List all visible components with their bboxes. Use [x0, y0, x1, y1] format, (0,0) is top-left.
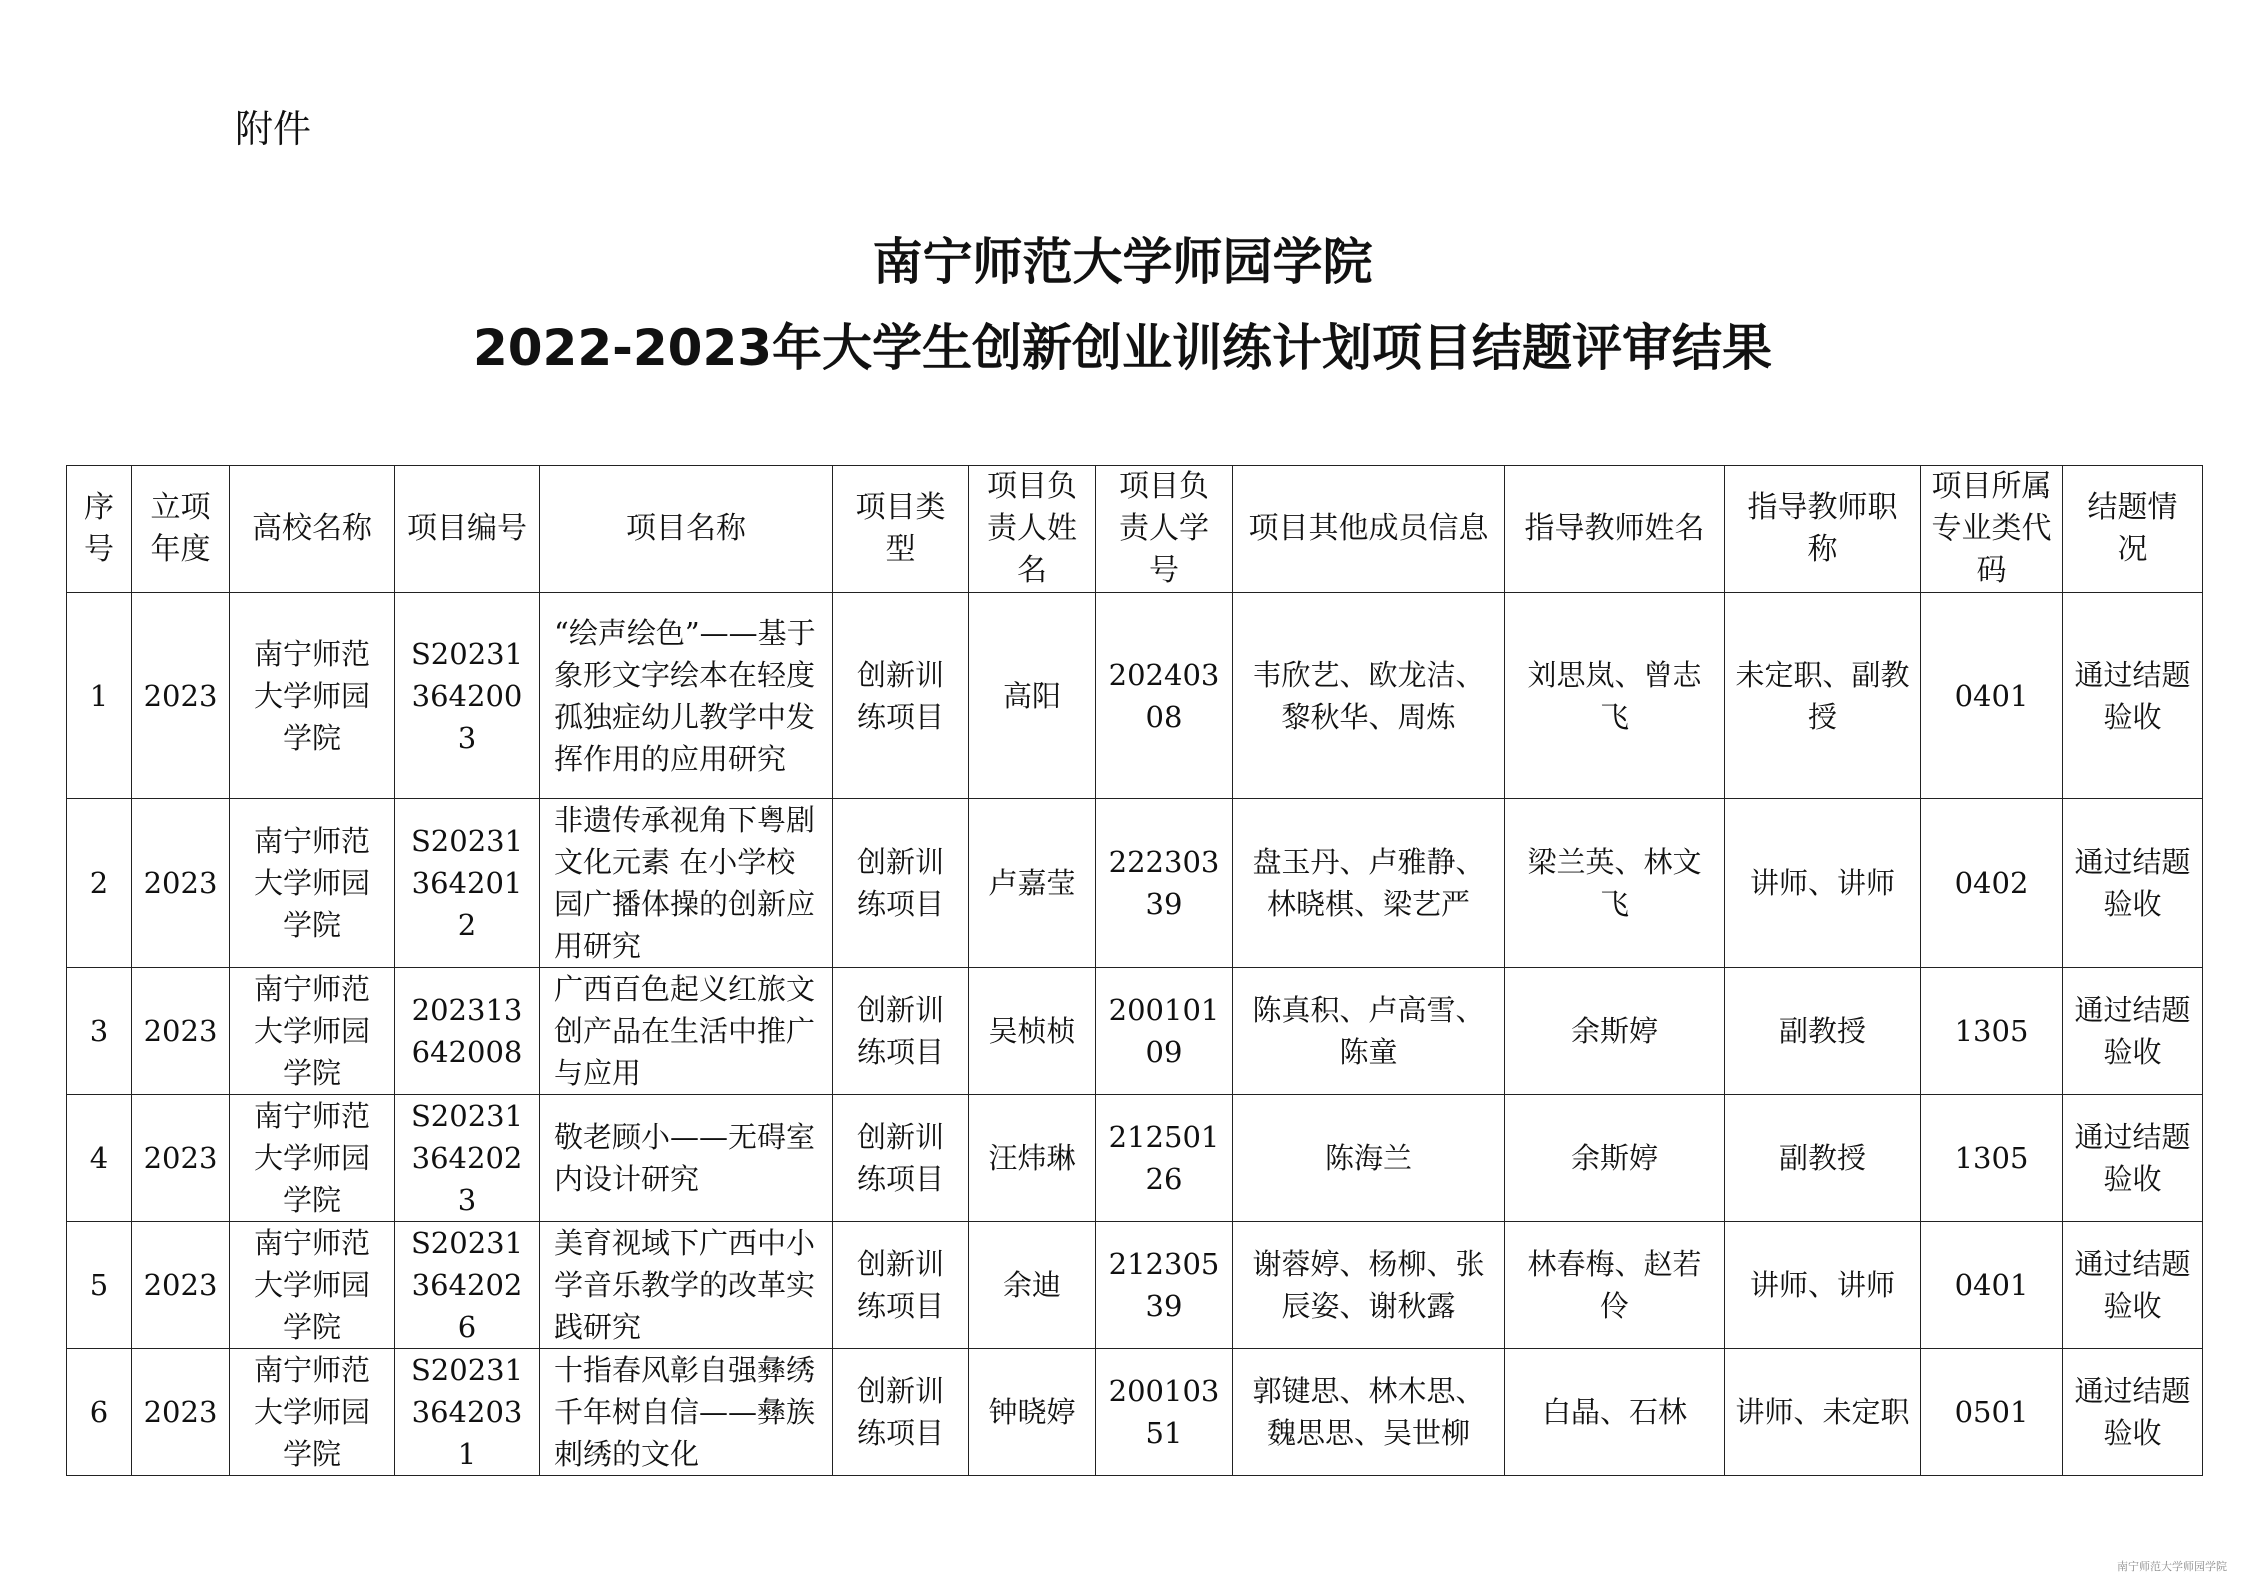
results-table — [66, 465, 2203, 1476]
cell-project-type: 创新训练项目 — [833, 1222, 969, 1349]
cell-leader-id: 21250126 — [1096, 1095, 1233, 1222]
cell-result: 通过结题验收 — [2063, 1222, 2203, 1349]
cell-members: 陈海兰 — [1233, 1095, 1505, 1222]
cell-school: 南宁师范大学师园学院 — [230, 1222, 395, 1349]
cell-result: 通过结题验收 — [2063, 799, 2203, 968]
cell-result: 通过结题验收 — [2063, 1095, 2203, 1222]
cell-leader-id: 20010351 — [1096, 1349, 1233, 1476]
table-row — [67, 968, 2203, 1095]
cell-year: 2023 — [132, 1349, 230, 1476]
cell-result: 通过结题验收 — [2063, 968, 2203, 1095]
cell-project-name: 美育视域下广西中小学音乐教学的改革实践研究 — [540, 1222, 833, 1349]
cell-result: 通过结题验收 — [2063, 1349, 2203, 1476]
table-row — [67, 1349, 2203, 1476]
cell-leader-name: 卢嘉莹 — [969, 799, 1096, 968]
cell-advisor-title: 讲师、未定职 — [1725, 1349, 1921, 1476]
cell-advisor-name: 白晶、石林 — [1505, 1349, 1725, 1476]
cell-index: 1 — [67, 593, 132, 799]
header-cell: 项目其他成员信息 — [1233, 466, 1505, 593]
cell-project-name: “绘声绘色”——基于象形文字绘本在轻度孤独症幼儿教学中发挥作用的应用研究 — [540, 593, 833, 799]
cell-advisor-name: 刘思岚、曾志飞 — [1505, 593, 1725, 799]
cell-project-name: 敬老顾小——无碍室内设计研究 — [540, 1095, 833, 1222]
cell-year: 2023 — [132, 1095, 230, 1222]
cell-leader-name: 钟晓婷 — [969, 1349, 1096, 1476]
cell-project-id: 202313642008 — [395, 968, 540, 1095]
header-cell: 项目名称 — [540, 466, 833, 593]
cell-advisor-name: 梁兰英、林文飞 — [1505, 799, 1725, 968]
cell-leader-id: 20010109 — [1096, 968, 1233, 1095]
cell-major-code: 0401 — [1921, 593, 2063, 799]
cell-leader-name: 吴桢桢 — [969, 968, 1096, 1095]
cell-advisor-title: 未定职、副教授 — [1725, 593, 1921, 799]
cell-index: 4 — [67, 1095, 132, 1222]
header-cell: 项目编号 — [395, 466, 540, 593]
cell-project-id: S202313642023 — [395, 1095, 540, 1222]
header-cell: 项目所属专业类代码 — [1921, 466, 2063, 593]
cell-year: 2023 — [132, 968, 230, 1095]
cell-project-type: 创新训练项目 — [833, 968, 969, 1095]
cell-leader-id: 22230339 — [1096, 799, 1233, 968]
cell-members: 谢蓉婷、杨柳、张辰姿、谢秋露 — [1233, 1222, 1505, 1349]
table-row — [67, 1095, 2203, 1222]
cell-index: 3 — [67, 968, 132, 1095]
cell-school: 南宁师范大学师园学院 — [230, 799, 395, 968]
header-cell: 序号 — [67, 466, 132, 593]
cell-project-name: 非遗传承视角下粤剧文化元素 在小学校园广播体操的创新应用研究 — [540, 799, 833, 968]
cell-project-name: 十指春风彰自强彝绣千年树自信——彝族刺绣的文化 — [540, 1349, 833, 1476]
header-cell: 指导教师姓名 — [1505, 466, 1725, 593]
cell-year: 2023 — [132, 593, 230, 799]
cell-major-code: 0501 — [1921, 1349, 2063, 1476]
table-row — [67, 593, 2203, 799]
document-subtitle: 2022-2023年大学生创新创业训练计划项目结题评审结果 — [472, 319, 1773, 377]
cell-leader-id: 20240308 — [1096, 593, 1233, 799]
cell-school: 南宁师范大学师园学院 — [230, 968, 395, 1095]
document-title: 南宁师范大学师园学院 — [872, 233, 1373, 291]
table-header-row — [67, 466, 2203, 593]
table-row — [67, 799, 2203, 968]
cell-leader-name: 余迪 — [969, 1222, 1096, 1349]
cell-advisor-name: 余斯婷 — [1505, 1095, 1725, 1222]
cell-members: 陈真积、卢高雪、陈童 — [1233, 968, 1505, 1095]
header-cell: 立项年度 — [132, 466, 230, 593]
cell-project-name: 广西百色起义红旅文创产品在生活中推广与应用 — [540, 968, 833, 1095]
footer-watermark: 南宁师范大学师园学院 — [2117, 1560, 2227, 1573]
cell-advisor-title: 讲师、讲师 — [1725, 1222, 1921, 1349]
cell-project-id: S202313642026 — [395, 1222, 540, 1349]
cell-result: 通过结题验收 — [2063, 593, 2203, 799]
cell-leader-name: 汪炜琳 — [969, 1095, 1096, 1222]
attachment-label: 附件 — [235, 107, 312, 151]
cell-project-id: S202313642012 — [395, 799, 540, 968]
cell-project-type: 创新训练项目 — [833, 799, 969, 968]
cell-project-id: S202313642031 — [395, 1349, 540, 1476]
cell-year: 2023 — [132, 1222, 230, 1349]
cell-leader-id: 21230539 — [1096, 1222, 1233, 1349]
cell-school: 南宁师范大学师园学院 — [230, 1349, 395, 1476]
cell-advisor-name: 林春梅、赵若伶 — [1505, 1222, 1725, 1349]
header-cell: 项目负责人学号 — [1096, 466, 1233, 593]
cell-leader-name: 高阳 — [969, 593, 1096, 799]
cell-major-code: 0402 — [1921, 799, 2063, 968]
cell-project-type: 创新训练项目 — [833, 1095, 969, 1222]
cell-project-id: S202313642003 — [395, 593, 540, 799]
header-cell: 高校名称 — [230, 466, 395, 593]
cell-school: 南宁师范大学师园学院 — [230, 1095, 395, 1222]
cell-members: 郭键思、林木思、魏思思、吴世柳 — [1233, 1349, 1505, 1476]
cell-index: 5 — [67, 1222, 132, 1349]
cell-year: 2023 — [132, 799, 230, 968]
cell-advisor-name: 余斯婷 — [1505, 968, 1725, 1095]
cell-project-type: 创新训练项目 — [833, 593, 969, 799]
header-cell: 结题情况 — [2063, 466, 2203, 593]
cell-index: 6 — [67, 1349, 132, 1476]
cell-index: 2 — [67, 799, 132, 968]
cell-members: 盘玉丹、卢雅静、林晓棋、梁艺严 — [1233, 799, 1505, 968]
cell-advisor-title: 讲师、讲师 — [1725, 799, 1921, 968]
table-row — [67, 1222, 2203, 1349]
header-cell: 项目类型 — [833, 466, 969, 593]
cell-major-code: 0401 — [1921, 1222, 2063, 1349]
cell-advisor-title: 副教授 — [1725, 968, 1921, 1095]
cell-school: 南宁师范大学师园学院 — [230, 593, 395, 799]
header-cell: 指导教师职称 — [1725, 466, 1921, 593]
cell-project-type: 创新训练项目 — [833, 1349, 969, 1476]
header-cell: 项目负责人姓名 — [969, 466, 1096, 593]
cell-members: 韦欣艺、欧龙洁、黎秋华、周炼 — [1233, 593, 1505, 799]
cell-major-code: 1305 — [1921, 968, 2063, 1095]
cell-major-code: 1305 — [1921, 1095, 2063, 1222]
cell-advisor-title: 副教授 — [1725, 1095, 1921, 1222]
